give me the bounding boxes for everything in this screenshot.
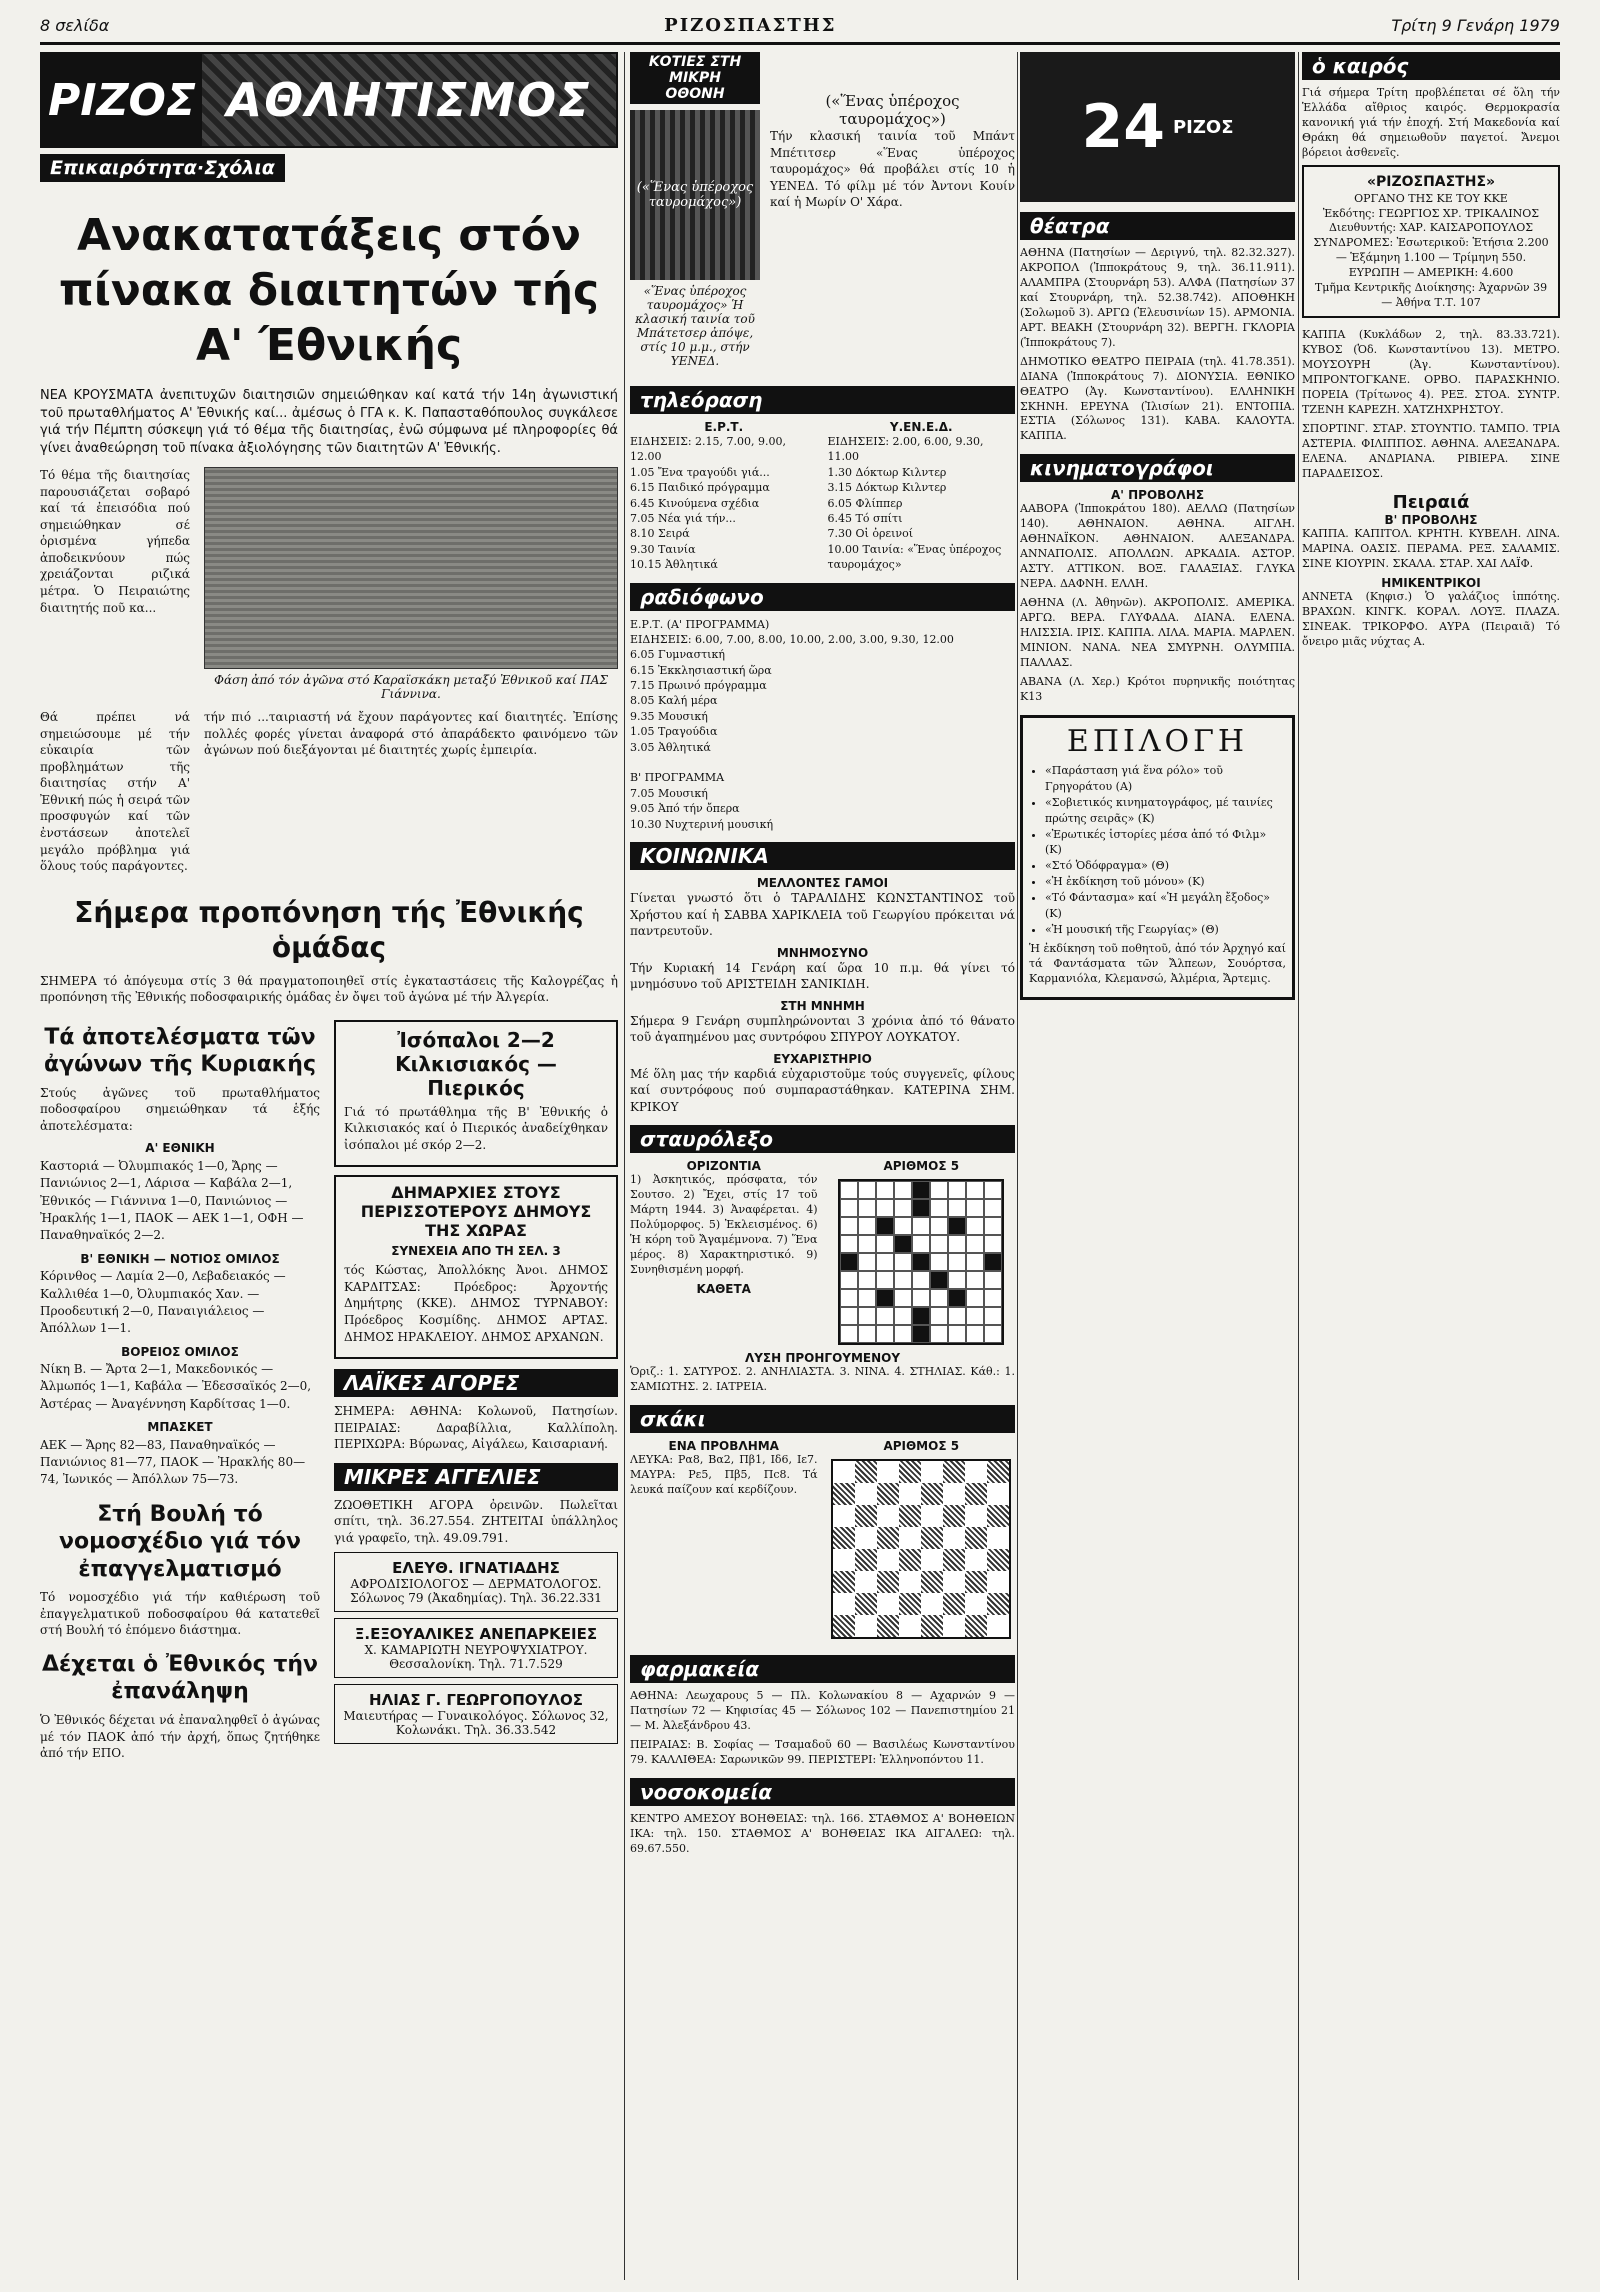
crossword-cell [858,1289,876,1307]
sports-banner [40,52,618,148]
column-rule [1298,52,1299,2280]
dimarxies-box [334,1175,618,1359]
chess-square [987,1461,1009,1483]
crossword-cell [876,1235,894,1253]
chess-square [987,1527,1009,1549]
doctor-name: ΕΛΕΥΘ. ΙΓΝΑΤΙΑΔΗΣ [392,1559,560,1578]
social-header: ΚΟΙΝΩΝΙΚΑ [630,842,1015,870]
isopaloi-text: Γιά τό πρωτάθλημα τῆς Β' Ἐθνικής ὁ Κιλκισιακός καί ὁ Πιερικός ἀναδείχθηκαν ἰσόπαλοι μέ σκόρ 2—2. [344,1104,608,1152]
chess-board [831,1459,1011,1639]
chess-square [987,1505,1009,1527]
crossword-cell [912,1217,930,1235]
hospitals-header: νοσοκομεία [630,1778,1015,1806]
chess-square [965,1571,987,1593]
imprint-director: Διευθυντής: ΧΑΡ. ΚΑΙΣΑΡΟΠΟΥΛΟΣ [1328,221,1534,235]
memorial-title: ΜΝΗΜΟΣΥΝΟ [776,945,869,960]
chess-square [965,1461,987,1483]
crossword-cell [894,1271,912,1289]
crossword-cell [966,1217,984,1235]
tv-header: τηλεόραση [630,386,1015,414]
chess-square [855,1571,877,1593]
weddings-text: Γίνεται γνωστό ὅτι ὁ ΤΑΡΑΛΙΔΗΣ ΚΩΝΣΤΑΝΤΙΝΟΣ τοῦ Χρήστου καί ἡ ΣΑΒΒΑ ΧΑΡΙΚΛΕΙΑ τοῦ Γεωργίου πρόκειται νά παντρευτοῦν. [630,890,1015,939]
crossword-cell [894,1253,912,1271]
doctor-details: Χ. ΚΑΜΑΡΙΩΤΗ ΝΕΥΡΟΨΥΧΙΑΤΡΟΥ. Θεσσαλονίκη. Τηλ. 71.7.529 [364,1643,588,1672]
mikres-aggelies-header: ΜΙΚΡΕΣ ΑΓΓΕΛΙΕΣ [334,1463,618,1491]
results-group [40,1140,320,1244]
pharmacy-text: ΑΘΗΝΑ: Λεωχαρους 5 — Πλ. Κολωνακίου 8 — Αχαρνών 9 — Πατησίων 72 — Κηφισίας 45 — Σόλωνος 102 — Πανεπιστημίου 21 — Μ. Ἀλεξάνδρου 43. [630,1689,1015,1733]
crossword-cell [912,1271,930,1289]
piraeus-subheader: Β' ΠΡΟΒΟΛΗΣ [1384,512,1478,527]
crossword-cell [966,1235,984,1253]
crossword-cell [876,1217,894,1235]
crossword-cell [930,1253,948,1271]
crossword-cell [948,1253,966,1271]
chess-square [921,1549,943,1571]
imprint-sub: ΟΡΓΑΝΟ ΤΗΣ ΚΕ ΤΟΥ ΚΚΕ [1354,191,1508,205]
chess-square [899,1527,921,1549]
epilogi-item: • «Ἡ μουσική τῆς Γεωργίας» (Θ) [1045,922,1286,938]
piraeus-list: ΚΑΠΠΑ. ΚΑΠΙΤΟΛ. ΚΡΗΤΗ. ΚΥΒΕΛΗ. ΛΙΝΑ. ΜΑΡΙΝΑ. ΟΑΣΙΣ. ΠΕΡΑΜΑ. ΡΕΞ. ΣΑΛΑΜΙΣ. ΣΙΝΕ ΚΙΟΥΡΙΝ. ΣΚΑΛΑ. ΣΤΑΡ. ΧΑΙ ΛΑΪΦ. [1302,526,1560,570]
epilogi-box [1020,715,1295,1000]
crossword-cell [912,1199,930,1217]
crossword-cell [894,1307,912,1325]
results-group [40,1344,320,1414]
crossword-cell [912,1325,930,1343]
crossword-solution: Ὁριζ.: 1. ΣΑΤΥΡΟΣ. 2. ΑΝΗΛΙΑΣΤΑ. 3. ΝΙΝΑ. 4. ΣΤΗΛΙΑΣ. Κάθ.: 1. ΣΑΜΙΩΤΗΣ. 2. ΙΑΤΡΕΙΑ. [630,1365,1015,1394]
crossword-cell [930,1235,948,1253]
chess-title: ΕΝΑ ΠΡΟΒΛΗΜΑ [668,1439,779,1454]
cinema-list-1: ΑΑΒΟΡΑ (Ἱπποκράτου 180). ΑΕΛΛΩ (Πατησίων 140). ΑΘΗΝΑΙΟΝ. ΑΘΗΝΑ. ΑΙΓΛΗ. ΑΘΗΝΑΪΚΟΝ. ΑΘΗΝΑΙΟΝ. ΑΛΕΞΑΝΔΡΑ. ΑΝΝΑΠΟΛΙΣ. ΑΠΟΛΛΩΝ. ΑΡΚΑΔΙΑ. ΑΣΤΟΡ. ΑΣΤΥ. ΑΤΤΙΚΟΝ. ΒΟΞ. ΓΑΛΑΞΙΑΣ. ΓΛΥΚΑ ΝΕΡΑ. ΔΑΦΝΗ. ΕΛΛΗ. [1020,502,1295,591]
chess-square [943,1505,965,1527]
chess-square [987,1571,1009,1593]
epilogi-item: • «Σοβιετικός κινηματογράφος, μέ ταινίες πρώτης σειρᾶς» (Κ) [1045,795,1286,827]
column-rule [1017,52,1018,2280]
crossword-cell [966,1325,984,1343]
pharmacy-text-piraeus: ΠΕΙΡΑΙΑΣ: Β. Σοφίας — Τσαμαδοῦ 60 — Βασιλέως Κωνσταντίνου 79. ΚΑΛΛΙΘΕΑ: Σαρωνικῶν 99. ΠΕΡΙΣΤΕΡΙ: Ἐλληνοπόντου 11. [630,1738,1015,1767]
crossword-cell [858,1235,876,1253]
crossword-cell [948,1217,966,1235]
crossword-cell [840,1289,858,1307]
rizos-logo: ΡΙΖΟΣ [42,54,202,146]
crossword-cell [984,1307,1002,1325]
chess-square [899,1461,921,1483]
chess-square [965,1593,987,1615]
cinema-list-2: ΣΠΟΡΤΙΝΓ. ΣΤΑΡ. ΣΤΟΥΝΤΙΟ. ΤΑΜΠΟ. ΤΡΙΑ ΑΣΤΕΡΙΑ. ΦΙΛΙΠΠΟΣ. ΑΘΗΝΑ. ΑΛΕΞΑΝΔΡΑ. ΕΛΕΝΑ. ΑΝΔΡΙΑΝΑ. ΡΙΒΙΕΡΑ. ΣΙΝΕ ΠΑΡΑΔΕΙΣΟΣ. [1302,422,1560,480]
crossword-cell [840,1271,858,1289]
chess-square [987,1593,1009,1615]
chess-square [855,1527,877,1549]
chess-square [833,1461,855,1483]
epilogi-text: Ἡ ἐκδίκηση τοῦ ποθητοῦ, ἀπό τόν Ἀρχηγό καί τά Φαντάσματα τῶν Ἄλπεων, Σουόρτσα, Καρμανιόλα, Κλεμανσώ, Ἀλμέρια, Ἄρτεμις. [1029,942,1286,985]
crossword-cell [930,1217,948,1235]
chess-square [855,1483,877,1505]
film-title: («Ἕνας ὑπέροχος ταυρομάχος») [825,92,960,128]
weddings-title: ΜΕΛΛΟΝΤΕΣ ΓΑΜΟΙ [756,875,889,890]
film-photo-label: («Ἕνας ὑπέροχος ταυρομάχος») [636,180,754,210]
sports-body-1: Τό θέμα τῆς διαιτησίας παρουσιάζεται σοβαρό καί τά ἐπεισόδια πού σημειώθηκαν σέ ὁρισμένα γήπεδα ἀποδεικνύουν πώς χρειάζονται ριζικά μέτρα. Ὁ Πειραιώτης διαιτητής ποῦ κα... [40,468,190,615]
crossword-cell [876,1199,894,1217]
crossword-cell [858,1253,876,1271]
thanks-text: Μέ ὅλη μας τήν καρδιά εὐχαριστοῦμε τούς συγγενεῖς, φίλους καί συντρόφους πού συμπαραστάθηκαν. ΚΑΤΕΡΙΝΑ ΣΗΜ. ΚΡΙΚΟΥ [630,1066,1015,1114]
crossword-cell [858,1307,876,1325]
sports-lead: ΝΕΑ ΚΡΟΥΣΜΑΤΑ ἀνεπιτυχῶν διαιτησιῶν σημειώθηκαν καί κατά τήν 14η ἀγωνιστική τοῦ πρωταθλήματος Α' Ἐθνικής καί... ἀμέσως ὁ ΓΓΑ κ. Κ. Παπασταθόπουλος συγκάλεσε γιά τήν Πέμπτη σύσκεψη γιά τό θέμα τῆς διαιτησίας, ἐνῶ σύμφωνα μέ πληροφορίες θά γίνει ἀναθεώρηση τοῦ πίνακα ἀξιολόγησης τῶν διαιτητῶν Α' Ἐθνικής. [40,388,618,456]
sports-body-2: Θά πρέπει νά σημειώσουμε μέ τήν εὐκαιρία τῶν προβλημάτων τῆς διαιτησίας στήν Α' Ἐθνική πώς ἡ σειρά τῶν προσφυγών καί τῶν ἐνστάσεων ἀποτελεῖ μεγάλο πρόβλημα γιά ὅλους τούς παράγοντες. [40,710,190,874]
crossword-cell [858,1217,876,1235]
thanks-title: ΕΥΧΑΡΙΣΤΗΡΙΟ [773,1051,872,1066]
chess-square [833,1549,855,1571]
chess-square [833,1527,855,1549]
sports-column [40,52,618,2280]
film-caption: «Ἕνας ὑπέροχος ταυρομάχος» Ἡ κλασική ταινία τοῦ Μπάτετσερ ἀπόψε, στίς 10 μ.μ., στήν ΥΕΝΕΔ. [635,284,755,368]
crossword-cell [984,1199,1002,1217]
crossword-cell [912,1181,930,1199]
chess-square [855,1615,877,1637]
pharmacy-header: φαρμακεία [630,1655,1015,1683]
dekto-text: Ὁ Ἐθνικός δέχεται νά ἐπαναληφθεῖ ὁ ἀγώνας μέ τόν ΠΑΟΚ ἀπό τήν ἀρχή, ὅπως ζητήθηκε ἀπό τήν ΕΠΟ. [40,1712,320,1761]
cinema-note: ΑΒΑΝΑ (Λ. Χερ.) Κρότοι πυρηνικῆς ποιότητας Κ13 [1020,674,1295,703]
vouli-headline: Στή Βουλή τό νομοσχέδιο γιά τόν ἐπαγγελματισμό [59,1501,301,1582]
nikaia-list: ΑΝΝΕΤΑ (Κηφισ.) Ὁ γαλάζιος ἱππότης. ΒΡΑΧΩΝ. ΚΙΝΓΚ. ΚΟΡΑΛ. ΛΟΥΞ. ΠΛΑΖΑ. ΣΙΝΕΑΚ. ΤΡΙΚΟΡΦΟ. ΑΥΡΑ (Πειραιᾶ) Τό ὄνειρο μιᾶς νύχτας Α. [1302,589,1560,648]
chess-square [877,1461,899,1483]
chess-square [921,1527,943,1549]
results-group-text: Νίκη Β. — Ἄρτα 2—1, Μακεδονικός — Ἀλμωπός 1—1, Καβάλα — Ἐδεσσαϊκός 2—0, Ἀστέρας — Ἀναγέννηση Καρδίτσας 1—0. [40,1362,312,1411]
chess-square [833,1505,855,1527]
yened-schedule: ΕΙΔΗΣΕΙΣ: 2.00, 6.00, 9.30, 11.00 1.30 Δόκτωρ Κιλντερ 3.15 Δόκτωρ Κιλντερ 6.05 Φλίππερ 6.45 Τό σπίτι 7.30 Οἱ ὀρεινοί 10.00 Ταινία: «Ἕνας ὑπέροχος ταυρομάχος» [827,435,1002,572]
mikres-aggelies-text: ΖΩΟΘΕΤΙΚΗ ΑΓΟΡΑ ὀρεινῶν. Πωλεῖται σπίτι, τηλ. 36.27.554. ΖΗΤΕΙΤΑΙ ὑπάλληλος γιά γραφεῖο, τηλ. 49.09.791. [334,1497,618,1545]
crossword-cell [984,1271,1002,1289]
theatre-list-3: ΚΑΠΠΑ (Κυκλάδων 2, τηλ. 83.33.721). ΚΥΒΟΣ (Ὁδ. Κωνσταντίνου 13). ΜΕΤΡΟ. ΜΟΥΣΟΥΡΗ (Ἀγ. Κωνσταντίνου). ΜΠΡΟΝΤΟΓΚΑΝΕ. ΟΡΒΟ. ΠΑΡΑΣΚΗΝΙΟ. ΠΟΡΕΙΑ (Τρίτωνος 4). ΡΕΞ. ΣΤΟΑ. ΣΥΝΤΡ. ΤΖΕΝΗ ΚΑΡΕΖΗ. ΧΑΤΖΗΧΡΗΣΤΟΥ. [1302,328,1560,417]
chess-square [943,1593,965,1615]
chess-square [833,1615,855,1637]
in-memory-text: Σήμερα 9 Γενάρη συμπληρώνονται 3 χρόνια ἀπό τό θάνατο τοῦ ἀγαπημένου μας συντρόφου ΣΠΥΡΟΥ ΛΟΥΚΑΤΟΥ. [630,1013,1015,1045]
theatre-list-2: ΔΗΜΟΤΙΚΟ ΘΕΑΤΡΟ ΠΕΙΡΑΙΑ (τηλ. 41.78.351). ΔΙΑΝΑ (Ἱπποκράτους 7). ΔΙΟΝΥΣΙΑ. ΕΘΝΙΚΟ ΘΕΑΤΡΟ (Ἀγ. Κωνσταντίνου). ΕΛΛΗΝΙΚΗ ΣΚΗΝΗ. ΕΡΕΥΝΑ (Ἰλισίων 21). ΕΝΤΟΠΙΑ. ΕΣΤΙΑ (Σόλωνος 131). ΚΑΒΑ. ΚΑΛΟΥΤΑ. ΚΑΠΠΑ. [1020,354,1295,443]
logo-24-number: 24 [1081,92,1165,162]
crossword-cell [876,1253,894,1271]
masthead: ΡΙΖΟΣΠΑΣΤΗΣ [664,14,837,36]
film-text: Τήν κλασική ταινία τοῦ Μπάντ Μπέτιτσερ «Ἕνας ὑπέροχος ταυρομάχος» θά προβάλει στίς 10 ἡ ΥΕΝΕΔ. Τό φίλμ μέ τόν Ἀντονι Κουίν καί ἡ Μωρίν Ο' Χάρα. [770,129,1015,210]
epilogi-list [1029,763,1286,938]
hospitals-text: ΚΕΝΤΡΟ ΑΜΕΣΟΥ ΒΟΗΘΕΙΑΣ: τηλ. 166. ΣΤΑΘΜΟΣ Α' ΒΟΗΘΕΙΩΝ ΙΚΑ: τηλ. 150. ΣΤΑΘΜΟΣ Α' ΒΟΗΘΕΙΑΣ ΙΚΑ ΑΙΓΑΛΕΩ: τηλ. 69.67.550. [630,1812,1015,1856]
crossword-cell [840,1235,858,1253]
crossword-cell [840,1307,858,1325]
weather-text: Γιά σήμερα Τρίτη προβλέπεται σέ ὅλη τήν Ἑλλάδα αἴθριος καιρός. Θερμοκρασία κανονική γιά τήν ἐποχή. Στή Μακεδονία καί Θράκη θά σημειωθοῦν παγετοί. Ἄνεμοι βόρειοι ἀσθενεῖς. [1302,86,1560,159]
chess-square [921,1593,943,1615]
crossword-cell [894,1289,912,1307]
chess-square [899,1549,921,1571]
chess-square [921,1461,943,1483]
crossword-cell [876,1181,894,1199]
chess-square [877,1615,899,1637]
crossword-cell [894,1199,912,1217]
crossword-cell [966,1181,984,1199]
imprint-address: Τμῆμα Κεντρικῆς Διοίκησης: Ἀχαρνῶν 39 — Ἀθήνα Τ.Τ. 107 [1314,280,1548,309]
crossword-cell [858,1199,876,1217]
doctor-ad [334,1684,618,1744]
crossword-header: σταυρόλεξο [630,1125,1015,1153]
crossword-vertical-title: ΚΑΘΕΤΑ [696,1282,751,1297]
chess-square [833,1483,855,1505]
sports-section-title: ΑΘΛΗΤΙΣΜΟΣ [202,54,616,146]
crossword-cell [966,1199,984,1217]
chess-square [899,1483,921,1505]
crossword-grid [838,1179,1004,1345]
info-column [1302,52,1560,2280]
vouli-text: Τό νομοσχέδιο γιά τήν καθιέρωση τοῦ ἐπαγγελματικοῦ ποδοσφαίρου θά κατατεθεῖ στή Βουλή τό ἐπόμενο διάστημα. [40,1590,320,1638]
results-group-title: Β' ΕΘΝΙΚΗ — ΝΟΤΙΟΣ ΟΜΙΛΟΣ [80,1251,280,1266]
doctor-name: Ξ.ΕΞΟΥΑΛΙΚΕΣ ΑΝΕΠΑΡΚΕΙΕΣ [354,1625,598,1644]
radio-header: ραδιόφωνο [630,583,1015,611]
photo-caption: Φάση ἀπό τόν ἀγῶνα στό Καραϊσκάκη μεταξύ Ἐθνικοῦ καί ΠΑΣ Γιάννινα. [214,673,608,702]
chess-square [965,1615,987,1637]
crossword-cell [966,1307,984,1325]
imprint-name: «ΡΙΖΟΣΠΑΣΤΗΣ» [1366,173,1496,190]
crossword-cell [984,1253,1002,1271]
results-group [40,1251,320,1338]
chess-square [965,1527,987,1549]
crossword-cell [966,1289,984,1307]
ert-label: Ε.Ρ.Τ. [704,420,744,434]
epilogi-title: ΕΠΙΛΟΓΗ [1066,723,1249,759]
chess-square [877,1593,899,1615]
chess-header: σκάκι [630,1405,1015,1433]
crossword-cell [876,1307,894,1325]
crossword-horizontal-title: ΟΡΙΖΟΝΤΙΑ [686,1159,761,1174]
crossword-cell [912,1235,930,1253]
ert-schedule: ΕΙΔΗΣΕΙΣ: 2.15, 7.00, 9.00, 12.00 1.05 Ἔνα τραγούδι γιά... 6.15 Παιδικό πρόγραμμα 6.45 Κινούμενα σχέδια 7.05 Νέα γιά τήν... 8.10 Σειρά 9.30 Ταινία 10.15 Ἀθλητικά [630,435,787,572]
piraeus-header: Πειραιά [1392,491,1470,513]
memorial-text: Τήν Κυριακή 14 Γενάρη καί ὥρα 10 π.μ. θά γίνει τό μνημόσυνο τοῦ ΑΡΙΣΤΕΙΔΗ ΣΑΝΙΚΙΔΗ. [630,960,1015,992]
crossword-cell [876,1325,894,1343]
chess-square [833,1571,855,1593]
doctor-name: ΗΛΙΑΣ Γ. ΓΕΩΡΓΟΠΟΥΛΟΣ [369,1691,583,1710]
crossword-cell [912,1253,930,1271]
column-rule [624,52,625,2280]
chess-square [855,1549,877,1571]
laikes-agores-header: ΛΑΪΚΕΣ ΑΓΟΡΕΣ [334,1369,618,1397]
cinema-header: κινηματογράφοι [1020,454,1295,482]
crossword-cell [894,1325,912,1343]
basket-results [40,1419,320,1489]
basket-title: ΜΠΑΣΚΕΤ [147,1420,213,1435]
page-header [40,8,1560,45]
chess-number: ΑΡΙΘΜΟΣ 5 [883,1439,960,1454]
crossword-cell [984,1235,1002,1253]
laikes-agores-text: ΣΗΜΕΡΑ: ΑΘΗΝΑ: Κολωνοῦ, Πατησίων. ΠΕΙΡΑΙΑΣ: Δαραβίλλια, Καλλίπολη. ΠΕΡΙΧΩΡΑ: Βύρωνας, Αἰγάλεω, Καισαριανή. [334,1404,618,1452]
crossword-cell [984,1181,1002,1199]
chess-square [855,1461,877,1483]
crossword-cell [948,1199,966,1217]
chess-square [921,1505,943,1527]
nikaia-header: ΗΜΙΚΕΝΤΡΙΚΟΙ [1381,575,1481,590]
crossword-cell [930,1199,948,1217]
crossword-cell [948,1235,966,1253]
crossword-cell [930,1181,948,1199]
results-group-text: Κόρινθος — Λαμία 2—0, Λεβαδειακός — Καλλιθέα 1—0, Ὀλυμπιακός Χαν. — Προοδευτική 2—0, Παναιγιάλειος — Ἀπόλλων 1—1. [40,1269,286,1336]
chess-square [965,1505,987,1527]
crossword-cell [912,1307,930,1325]
crossword-cell [984,1217,1002,1235]
results-group-text: Καστοριά — Ὀλυμπιακός 1—0, Ἄρης — Πανιώνιος 2—1, Λάρισα — Καβάλα 2—1, Ἐθνικός — Γιάννινα 1—0, Πανιώνιος — Ἠρακλής 1—1, ΠΑΟΚ — ΑΕΚ 1—1, ΟΦΗ — Παναθηναϊκός 2—2. [40,1158,304,1243]
tv-banner: ΚΟΤΙΕΣ ΣΤΗ ΜΙΚΡΗ ΟΘΟΝΗ [630,52,760,104]
chess-square [943,1571,965,1593]
imprint-publisher: Ἐκδότης: ΓΕΩΡΓΙΟΣ ΧΡ. ΤΡΙΚΑΛΙΝΟΣ [1322,206,1540,220]
crossword-cell [930,1307,948,1325]
chess-square [943,1461,965,1483]
dimarxies-headline: ΔΗΜΑΡΧΙΕΣ ΣΤΟΥΣ ΠΕΡΙΣΣΟΤΕΡΟΥΣ ΔΗΜΟΥΣ ΤΗΣ ΧΩΡΑΣ [360,1183,592,1241]
dimarxies-sub: ΣΥΝΕΧΕΙΑ ΑΠΟ ΤΗ ΣΕΛ. 3 [391,1244,561,1259]
epilogi-item: • «Ἡ ἐκδίκηση τοῦ μόνου» (Κ) [1045,874,1286,890]
isopaloi-box [334,1020,618,1168]
imprint-box [1302,165,1560,319]
crossword-cell [966,1271,984,1289]
training-headline: Σήμερα προπόνηση τής Ἐθνικής ὁμάδας [74,895,584,964]
chess-square [921,1571,943,1593]
middle-column [630,52,1015,2280]
crossword-cell [912,1289,930,1307]
rizos-24-logo [1020,52,1295,202]
chess-square [899,1593,921,1615]
crossword-cell [948,1271,966,1289]
weather-header: ὁ καιρός [1302,52,1560,80]
crossword-number: ΑΡΙΘΜΟΣ 5 [883,1159,960,1174]
crossword-cell [840,1325,858,1343]
crossword-cell [840,1217,858,1235]
crossword-cell [858,1325,876,1343]
chess-square [877,1527,899,1549]
crossword-cell [840,1199,858,1217]
doctor-ad [334,1618,618,1678]
radio-schedule: Ε.Ρ.Τ. (Α' ΠΡΟΓΡΑΜΜΑ) ΕΙΔΗΣΕΙΣ: 6.00, 7.00, 8.00, 10.00, 2.00, 3.00, 9.30, 12.00 6.05 Γυμναστική 6.15 Ἐκκλησιαστική ὥρα 7.15 Πρωινό πρόγραμμα 8.05 Καλή μέρα 9.35 Μουσική 1.05 Τραγούδια 3.05 Ἀθλητικά Β' ΠΡΟΓΡΑΜΜΑ 7.05 Μουσική 9.05 Ἀπό τήν ὄπερα 10.30 Νυχτερινή μουσική [630,617,954,831]
dekto-headline: Δέχεται ὁ Ἐθνικός τήν ἐπανάληψη [41,1651,319,1705]
match-photo [204,467,618,669]
epilogi-item: • «Στό Ὁδόφραγμα» (Θ) [1045,858,1286,874]
chess-square [833,1593,855,1615]
imprint-subscriptions: ΣΥΝΔΡΟΜΕΣ: Ἐσωτερικοῦ: Ἑτήσια 2.200 — Ἑξάμηνη 1.100 — Τρίμηνη 550. ΕΥΡΩΠΗ — ΑΜΕΡΙΚΗ: 4.600 [1313,236,1549,279]
chess-square [943,1549,965,1571]
chess-square [877,1483,899,1505]
listings-column [1020,52,1295,2280]
crossword-cell [840,1253,858,1271]
theatre-list-1: ΑΘΗΝΑ (Πατησίων — Δεριγνύ, τηλ. 82.32.327). ΑΚΡΟΠΟΛ (Ἱπποκράτους 9, τηλ. 36.11.911). ΑΛΑΜΠΡΑ (Στουρνάρη 53). ΑΛΦΑ (Πατησίων 37 καί Στουρνάρη, τηλ. 52.38.742). ΑΠΟΘΗΚΗ (Σολωμοῦ 3). ΑΡΓΩ (Ἐλευσινίων 15). ΑΡΜΟΝΙΑ. ΑΡΤ. ΒΕΑΚΗ (Στουρνάρη 32). ΒΕΡΓΗ. ΓΚΛΟΡΙΑ (Ἱπποκράτους 7). [1020,246,1295,349]
cinema-list-b: ΑΘΗΝΑ (Λ. Ἀθηνῶν). ΑΚΡΟΠΟΛΙΣ. ΑΜΕΡΙΚΑ. ΑΡΓΩ. ΒΕΡΑ. ΓΛΥΦΑΔΑ. ΔΙΑΝΑ. ΕΛΕΝΑ. ΗΛΙΣΣΙΑ. ΙΡΙΣ. ΚΑΠΠΑ. ΛΙΛΑ. ΜΑΡΙΑ. ΜΑΡΛΕΝ. ΜΙΝΙΟΝ. ΝΑΝΑ. ΝΕΑ ΣΜΥΡΝΗ. ΟΛΥΜΠΙΑ. ΠΑΛΛΑΣ. [1020,596,1295,669]
crossword-cell [966,1253,984,1271]
crossword-cell [948,1289,966,1307]
chess-square [987,1483,1009,1505]
crossword-cell [858,1181,876,1199]
chess-square [877,1571,899,1593]
chess-square [921,1483,943,1505]
chess-square [899,1571,921,1593]
chess-square [943,1483,965,1505]
crossword-cell [948,1325,966,1343]
chess-square [899,1505,921,1527]
chess-square [877,1505,899,1527]
chess-square [877,1549,899,1571]
logo-24-label: ΡΙΖΟΣ [1172,116,1234,138]
chess-square [987,1549,1009,1571]
crossword-cell [876,1271,894,1289]
basket-text: ΑΕΚ — Ἄρης 82—83, Παναθηναϊκός — Πανιώνιος 81—77, ΠΑΟΚ — Ἠρακλής 80—74, Ἰωνικός — Ἀπόλλων 75—73. [40,1437,306,1487]
dimarxies-text: τός Κώστας, Ἀπολλόκης Ἀνοι. ΔΗΜΟΣ ΚΑΡΔΙΤΣΑΣ: Πρόεδρος: Ἀρχοντής Δημήτρης (ΚΚΕ). ΔΗΜΟΣ ΤΥΡΝΑΒΟΥ: Πρόεδρος Κοσμίδης. ΔΗΜΟΣ ΑΡΤΑΣ. ΔΗΜΟΣ ΗΡΑΚΛΕΙΟΥ. ΔΗΜΟΣ ΑΡΧΑΝΩΝ. [344,1263,608,1344]
crossword-cell [930,1271,948,1289]
crossword-cell [840,1181,858,1199]
yened-label: Υ.ΕΝ.Ε.Δ. [889,420,953,434]
crossword-cell [894,1181,912,1199]
results-headline: Τά ἀποτελέσματα τῶν ἀγώνων τῆς Κυριακής [43,1024,317,1078]
crossword-cell [948,1181,966,1199]
sports-kicker: Επικαιρότητα·Σχόλια [40,154,285,182]
training-text: ΣΗΜΕΡΑ τό ἀπόγευμα στίς 3 θά πραγματοποιηθεῖ στίς ἐγκαταστάσεις τῆς Καλογρέζας ἡ προπόνηση τῆς Ἐθνικής ποδοσφαιρικής ὁμάδας ἐν ὄψει τοῦ ἀγώνα μέ τήν Ἀλγερία. [40,973,618,1005]
crossword-cell [984,1289,1002,1307]
chess-square [943,1527,965,1549]
crossword-cell [894,1217,912,1235]
crossword-cell [930,1325,948,1343]
crossword-cell [876,1289,894,1307]
chess-square [855,1593,877,1615]
theatre-header: θέατρα [1020,212,1295,240]
sports-headline: Ανακατατάξεις στόν πίνακα διαιτητών τής Α' Έθνικής [58,210,600,371]
chess-square [965,1549,987,1571]
chess-text: ΛΕΥΚΑ: Ρα8, Βα2, Πβ1, Ιδ6, Ιε7. ΜΑΥΡΑ: Ρε5, Πβ5, Πc8. Τά λευκά παίζουν καί κερδίζουν. [630,1453,818,1497]
chess-square [899,1615,921,1637]
isopaloi-headline: Ἰσόπαλοι 2—2 Κιλκισιακός — Πιερικός [395,1027,557,1100]
in-memory-title: ΣΤΗ ΜΝΗΜΗ [780,998,865,1013]
epilogi-item: • «Ἐρωτικές ἱστορίες μέσα ἀπό τό Φιλμ» (Κ) [1045,827,1286,859]
cinema-subheader: Α' ΠΡΟΒΟΛΗΣ [1110,488,1205,503]
chess-square [921,1615,943,1637]
chess-square [987,1615,1009,1637]
epilogi-item: • «Παράσταση γιά ἕνα ρόλο» τοῦ Γρηγοράτου (Α) [1045,763,1286,795]
film-photo [630,110,760,280]
doctor-details: ΑΦΡΟΔΙΣΙΟΛΟΓΟΣ — ΔΕΡΜΑΤΟΛΟΓΟΣ. Σόλωνος 79 (Ἀκαδημίας). Τηλ. 36.22.331 [350,1577,602,1606]
chess-square [965,1483,987,1505]
crossword-solution-title: ΛΥΣΗ ΠΡΟΗΓΟΥΜΕΝΟΥ [744,1351,901,1366]
doctor-ad [334,1552,618,1612]
sports-body-3: τήν πιό ...ταιριαστή νά ἔχουν παράγοντες καί διαιτητές. Ἐπίσης πολλές φορές γίνεται ἀναφορά στό ἀπαράδεκτο φαινόμενο τῶν ἀγώνων πού διεξάγονται μέ διαιτητές χωρίς ἐμπειρία. [204,710,618,758]
crossword-cell [894,1235,912,1253]
crossword-cell [858,1271,876,1289]
results-intro: Στούς ἀγῶνες τοῦ πρωταθλήματος ποδοσφαίρου σημειώθηκαν τά ἑξής ἀποτελέσματα: [40,1085,320,1133]
epilogi-item: • «Τό Φάντασμα» καί «Ἡ μεγάλη ἔξοδος» (Κ) [1045,890,1286,922]
crossword-cell [984,1325,1002,1343]
page-number: 8 σελίδα [40,15,110,35]
results-group-title: Α' ΕΘΝΙΚΗ [145,1141,215,1156]
chess-square [855,1505,877,1527]
crossword-cell [930,1289,948,1307]
results-group-title: ΒΟΡΕΙΟΣ ΟΜΙΛΟΣ [121,1344,239,1359]
chess-square [943,1615,965,1637]
doctor-details: Μαιευτήρας — Γυναικολόγος. Σόλωνος 32, Κολωνάκι. Τηλ. 36.33.542 [343,1709,609,1738]
page-date: Τρίτη 9 Γενάρη 1979 [1391,15,1560,35]
crossword-clues: 1) Ἀσκητικός, πρόσφατα, τόν Σουτσο. 2) Ἔχει, στίς 17 τοῦ Μάρτη 1944. 3) Ἀναφέρεται. 4) Πολύμορφος. 5) Ἐκλεισμένος. 6) Ἡ κόρη τοῦ Ἄγαμέμνονα. 7) Ἕνα μέρος. 8) Χαρακτηριστικό. 9) Συνηθισμένη μορφή. [630,1173,818,1277]
crossword-cell [948,1307,966,1325]
